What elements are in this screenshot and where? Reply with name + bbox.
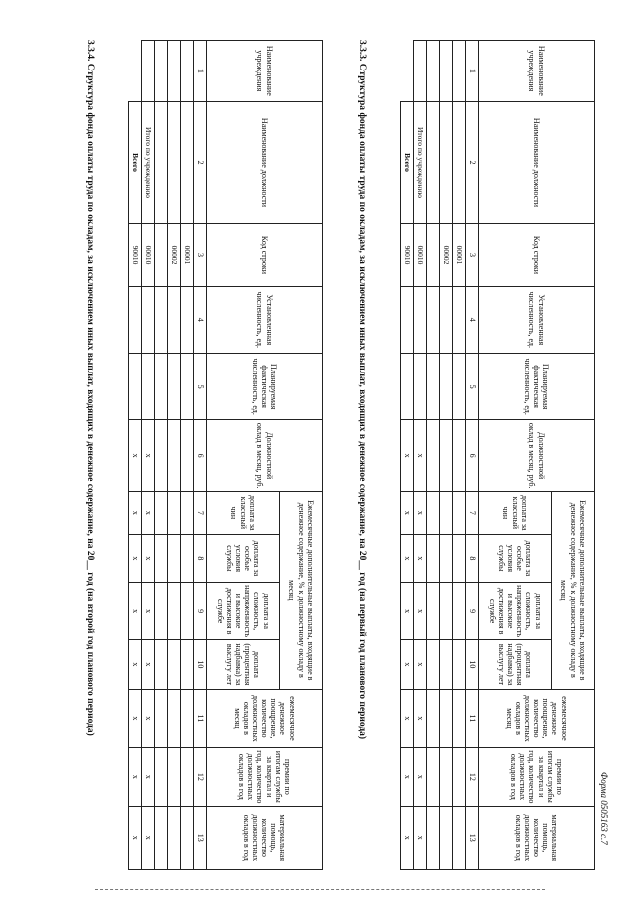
cell-blank — [142, 41, 155, 102]
col-number: 7 — [466, 491, 479, 534]
header-additional-payments: Ежемесячные дополнительные выплаты, входящие в денежное содержание, % к должностному окладу в месяц — [280, 491, 323, 689]
cell-blank — [453, 41, 466, 102]
cell-blank — [440, 640, 453, 689]
header-line-code: Код строки — [207, 224, 323, 286]
header-established-staff: Установленная численность, ед. — [207, 286, 323, 353]
grand-total-label: Всего — [401, 101, 414, 224]
col-number: 10 — [194, 640, 207, 689]
cell-blank — [440, 353, 453, 419]
total-label: Итого по учреждению — [414, 101, 427, 224]
cell-blank — [453, 101, 466, 224]
cell-blank — [155, 491, 168, 534]
cell-blank — [168, 286, 181, 353]
cell-x: х — [401, 689, 414, 747]
cell-blank — [168, 353, 181, 419]
cell-blank — [440, 583, 453, 640]
cell-blank — [453, 748, 466, 806]
cell-blank — [181, 286, 194, 353]
cell-blank — [427, 286, 440, 353]
cell-blank — [181, 534, 194, 582]
cell-blank — [453, 491, 466, 534]
header-institution: Наименование учреждения — [479, 41, 595, 102]
table-first-year — [400, 40, 595, 870]
cell-x: х — [414, 491, 427, 534]
header-special-conditions: доплата за особые условия службы — [207, 534, 280, 582]
cell-x: х — [401, 640, 414, 689]
col-number: 11 — [194, 689, 207, 747]
cell-blank — [440, 748, 453, 806]
col-number: 5 — [466, 353, 479, 419]
cell-blank — [168, 101, 181, 224]
table-row — [181, 41, 194, 870]
table-row — [155, 41, 168, 870]
cell-blank — [453, 534, 466, 582]
cell-x: х — [129, 806, 142, 869]
col-number: 5 — [194, 353, 207, 419]
cell-blank — [155, 748, 168, 806]
cell-blank — [129, 41, 142, 102]
cell-blank — [440, 806, 453, 869]
cell-x: х — [142, 748, 155, 806]
cell-blank — [155, 101, 168, 224]
cell-blank — [168, 534, 181, 582]
cell-blank — [155, 583, 168, 640]
cell-x: х — [142, 534, 155, 582]
cell-blank — [440, 491, 453, 534]
cell-blank — [181, 583, 194, 640]
cell-x: х — [414, 748, 427, 806]
header-quarterly-bonus: премии по итогам службы за квартал и год, количество должностных окладов в год — [479, 748, 595, 806]
cell-blank — [129, 286, 142, 353]
cell-x: х — [401, 420, 414, 492]
cell-line-code: 90010 — [401, 224, 414, 286]
header-quarterly-bonus: премии по итогам службы за квартал и год, количество должностных окладов в год — [207, 748, 323, 806]
cell-x: х — [142, 806, 155, 869]
cell-blank — [453, 806, 466, 869]
col-number: 11 — [466, 689, 479, 747]
cell-blank — [427, 689, 440, 747]
cell-x: х — [401, 583, 414, 640]
cell-blank — [155, 41, 168, 102]
cell-blank — [168, 748, 181, 806]
cell-x: х — [129, 583, 142, 640]
cell-x: х — [142, 640, 155, 689]
cell-x: х — [142, 420, 155, 492]
cell-x: х — [129, 748, 142, 806]
table-row — [427, 41, 440, 870]
cell-blank — [168, 491, 181, 534]
cell-x: х — [414, 534, 427, 582]
header-rank-bonus: доплата за классный чин — [207, 491, 280, 534]
col-number: 3 — [194, 224, 207, 286]
header-additional-payments: Ежемесячные дополнительные выплаты, входящие в денежное содержание, % к должностному окладу в месяц — [552, 491, 595, 689]
cell-blank — [155, 286, 168, 353]
grand-total-label: Всего — [129, 101, 142, 224]
header-position: Наименование должности — [207, 101, 323, 224]
header-complexity-bonus: доплата за сложность, напряженность и высокие достижения в службе — [207, 583, 280, 640]
col-number: 9 — [194, 583, 207, 640]
cell-blank — [155, 640, 168, 689]
cell-line-code: 90010 — [129, 224, 142, 286]
scan-edge-mark — [95, 889, 545, 891]
col-number: 2 — [466, 101, 479, 224]
cell-x: х — [129, 420, 142, 492]
cell-blank — [427, 420, 440, 492]
cell-blank — [181, 353, 194, 419]
cell-blank — [155, 420, 168, 492]
section-heading-second-year: 3.3.4. Структура фонда оплаты труда по окладам, за исключением иных выплат, входящих в денежное содержание, на 20__ год (на второй год планового периода) — [85, 40, 95, 736]
cell-x: х — [142, 491, 155, 534]
cell-blank — [155, 353, 168, 419]
cell-blank — [168, 41, 181, 102]
table-row — [440, 41, 453, 870]
cell-blank — [440, 689, 453, 747]
cell-line-code: 00002 — [168, 224, 181, 286]
cell-x: х — [142, 689, 155, 747]
cell-blank — [427, 534, 440, 582]
cell-blank — [440, 286, 453, 353]
col-number: 1 — [466, 41, 479, 102]
cell-blank — [181, 420, 194, 492]
section-heading-first-year: 3.3.3. Структура фонда оплаты труда по окладам, за исключением иных выплат, входящих в денежное содержание, на 20__ год (на первый год планового периода) — [357, 40, 367, 740]
cell-blank — [181, 689, 194, 747]
col-number: 7 — [194, 491, 207, 534]
cell-blank — [414, 41, 427, 102]
cell-x: х — [414, 806, 427, 869]
cell-blank — [168, 583, 181, 640]
header-planned-staff: Планируемая фактическая численность, ед. — [479, 353, 595, 419]
cell-x: х — [401, 534, 414, 582]
cell-blank — [427, 353, 440, 419]
cell-blank — [414, 286, 427, 353]
cell-blank — [453, 420, 466, 492]
cell-blank — [427, 748, 440, 806]
cell-blank — [142, 286, 155, 353]
col-number: 13 — [194, 806, 207, 869]
cell-blank — [440, 420, 453, 492]
cell-blank — [414, 353, 427, 419]
col-number: 12 — [194, 748, 207, 806]
header-planned-staff: Планируемая фактическая численность, ед. — [207, 353, 323, 419]
header-seniority-bonus: доплата (процентная надбавка) за выслугу лет — [479, 640, 552, 689]
table-row-grand-total — [129, 41, 142, 870]
cell-blank — [453, 286, 466, 353]
cell-blank — [155, 534, 168, 582]
cell-blank — [401, 41, 414, 102]
cell-x: х — [401, 748, 414, 806]
col-number: 9 — [466, 583, 479, 640]
cell-x: х — [129, 689, 142, 747]
col-number: 13 — [466, 806, 479, 869]
cell-blank — [453, 640, 466, 689]
cell-blank — [168, 689, 181, 747]
cell-blank — [453, 689, 466, 747]
cell-blank — [181, 806, 194, 869]
header-monthly-bonus: ежемесячное денежное поощрение, количество должностных окладов в месяц — [207, 689, 323, 747]
cell-blank — [427, 224, 440, 286]
table-row — [453, 41, 466, 870]
col-number: 6 — [466, 420, 479, 492]
total-label: Итого по учреждению — [142, 101, 155, 224]
col-number: 2 — [194, 101, 207, 224]
cell-blank — [181, 748, 194, 806]
table-row-total — [142, 41, 155, 870]
cell-line-code: 00001 — [181, 224, 194, 286]
cell-x: х — [414, 640, 427, 689]
header-monthly-salary: Должностной оклад в месяц, руб. — [207, 420, 323, 492]
cell-x: х — [142, 583, 155, 640]
header-seniority-bonus: доплата (процентная надбавка) за выслугу лет — [207, 640, 280, 689]
cell-line-code: 00010 — [414, 224, 427, 286]
cell-x: х — [129, 534, 142, 582]
header-institution: Наименование учреждения — [207, 41, 323, 102]
header-established-staff: Установленная численность, ед. — [479, 286, 595, 353]
cell-blank — [427, 806, 440, 869]
table-second-year — [128, 40, 323, 870]
table-row-grand-total — [401, 41, 414, 870]
cell-x: х — [401, 806, 414, 869]
cell-x: х — [414, 583, 427, 640]
col-number: 4 — [194, 286, 207, 353]
header-rank-bonus: доплата за классный чин — [479, 491, 552, 534]
col-number: 1 — [194, 41, 207, 102]
col-number: 4 — [466, 286, 479, 353]
cell-blank — [155, 224, 168, 286]
table-row-total — [414, 41, 427, 870]
cell-blank — [181, 101, 194, 224]
cell-x: х — [129, 491, 142, 534]
cell-x: х — [414, 420, 427, 492]
header-material-aid: материальная помощь, количество должностных окладов в год — [207, 806, 323, 869]
col-number: 8 — [194, 534, 207, 582]
cell-blank — [155, 689, 168, 747]
cell-blank — [181, 640, 194, 689]
cell-blank — [427, 640, 440, 689]
cell-blank — [168, 420, 181, 492]
cell-blank — [453, 353, 466, 419]
cell-blank — [440, 534, 453, 582]
cell-blank — [401, 353, 414, 419]
col-number: 3 — [466, 224, 479, 286]
cell-x: х — [414, 689, 427, 747]
cell-blank — [427, 101, 440, 224]
header-monthly-salary: Должностной оклад в месяц, руб. — [479, 420, 595, 492]
col-number: 10 — [466, 640, 479, 689]
header-monthly-bonus: ежемесячное денежное поощрение, количество должностных окладов в месяц — [479, 689, 595, 747]
cell-blank — [168, 806, 181, 869]
col-number: 8 — [466, 534, 479, 582]
cell-blank — [181, 491, 194, 534]
cell-blank — [181, 41, 194, 102]
cell-blank — [427, 491, 440, 534]
cell-blank — [440, 41, 453, 102]
cell-blank — [427, 583, 440, 640]
header-material-aid: материальная помощь, количество должностных окладов в год — [479, 806, 595, 869]
col-number: 6 — [194, 420, 207, 492]
cell-line-code: 00002 — [440, 224, 453, 286]
form-code: Форма 0505163 с.7 — [599, 772, 609, 845]
cell-blank — [440, 101, 453, 224]
cell-blank — [142, 353, 155, 419]
col-number: 12 — [466, 748, 479, 806]
header-line-code: Код строки — [479, 224, 595, 286]
cell-blank — [427, 41, 440, 102]
cell-blank — [129, 353, 142, 419]
cell-blank — [168, 640, 181, 689]
cell-line-code: 00001 — [453, 224, 466, 286]
cell-blank — [401, 286, 414, 353]
cell-blank — [155, 806, 168, 869]
rotated-content — [25, 40, 615, 870]
cell-x: х — [401, 491, 414, 534]
cell-line-code: 00010 — [142, 224, 155, 286]
header-special-conditions: доплата за особые условия службы — [479, 534, 552, 582]
table-row — [168, 41, 181, 870]
cell-x: х — [129, 640, 142, 689]
header-complexity-bonus: доплата за сложность, напряженность и высокие достижения в службе — [479, 583, 552, 640]
header-position: Наименование должности — [479, 101, 595, 224]
cell-blank — [453, 583, 466, 640]
